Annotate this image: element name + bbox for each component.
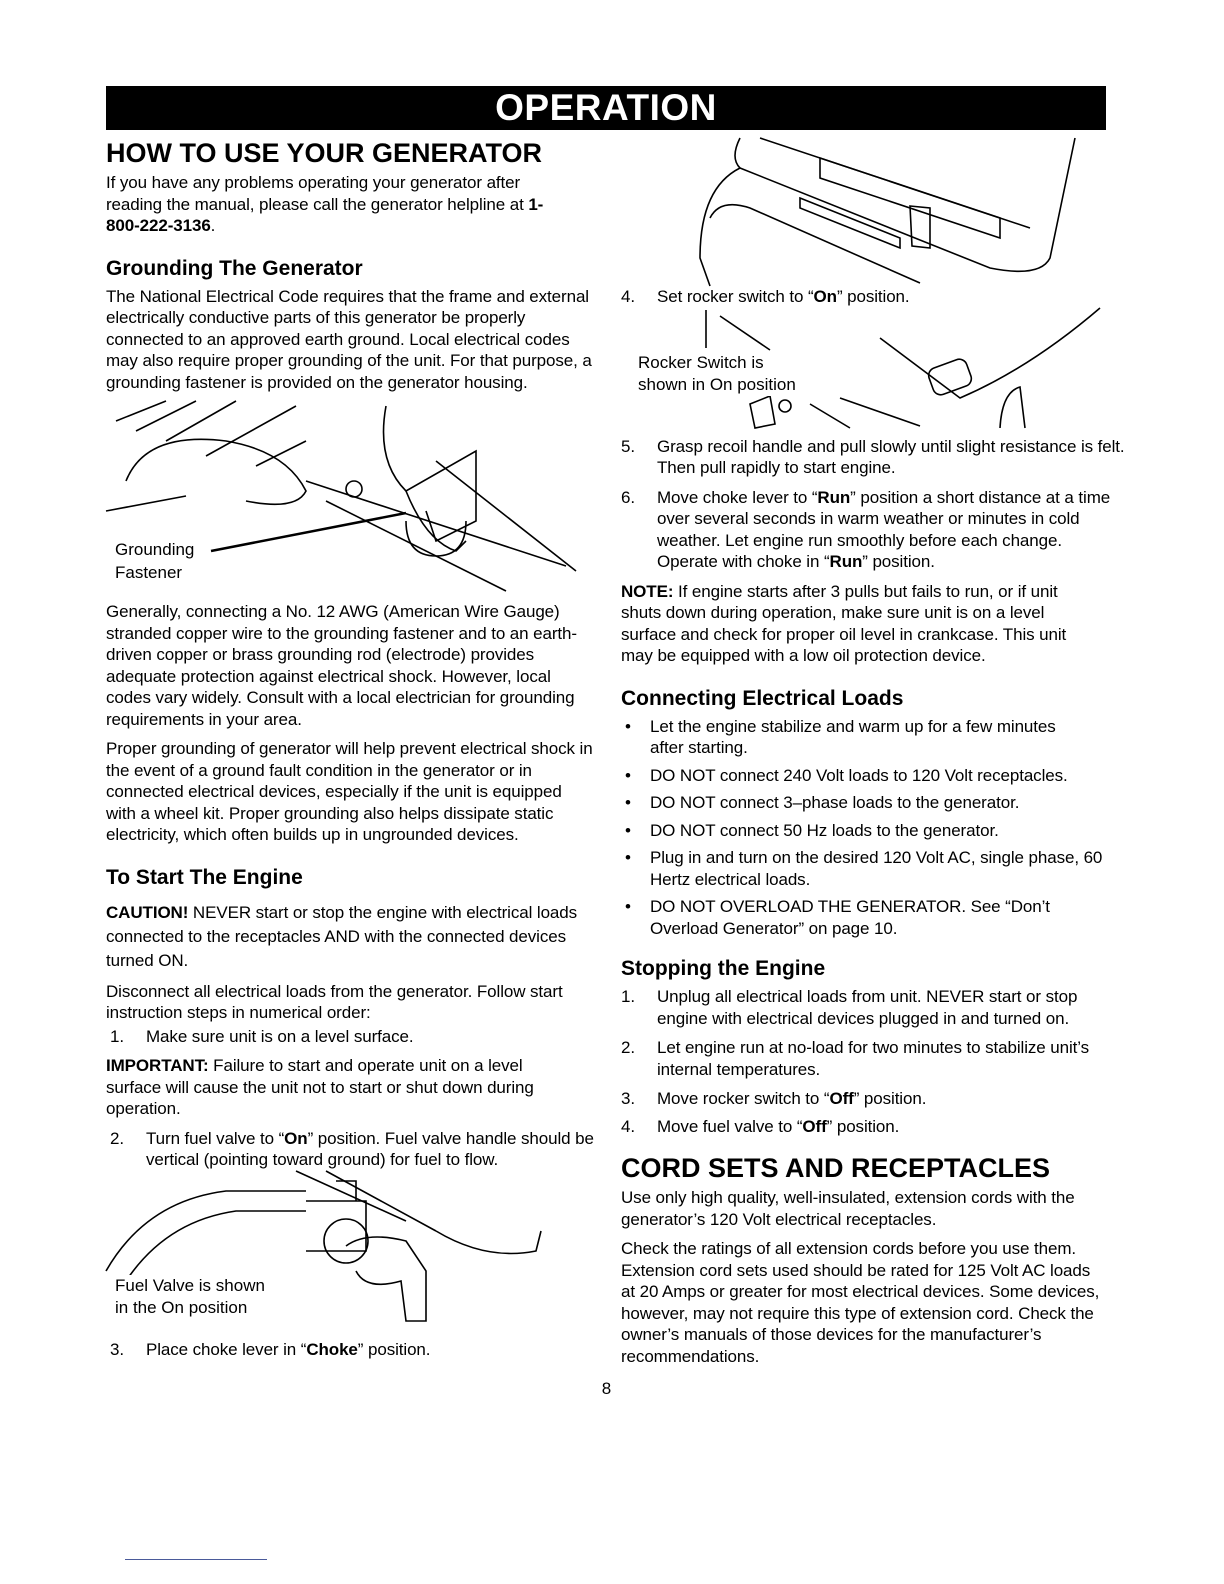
bullet: •: [625, 848, 631, 867]
bullet: •: [625, 897, 631, 916]
step-bold: Off: [802, 1116, 827, 1136]
important-paragraph: [106, 1055, 566, 1120]
step-text: Let engine run at no-load for two minutes to stabilize unit’s internal temperatures.: [657, 1038, 1090, 1079]
step-text: Grasp recoil handle and pull slowly until slight resistance is felt. Then pull rapidly to start engine.: [657, 436, 1125, 477]
important-text: Failure to start and operate unit on a level surface will cause the unit not to start or shut down during operation.: [106, 1056, 534, 1118]
step-bold: Choke: [306, 1339, 358, 1359]
step-number: 3.: [621, 1089, 635, 1108]
loads-item-text: DO NOT OVERLOAD THE GENERATOR. See “Don’t Overload Generator” on page 10.: [650, 897, 1050, 938]
step-text-end: ” position.: [836, 287, 910, 306]
intro-text: If you have any problems operating your generator after reading the manual, please call the generator helpline at: [106, 173, 529, 214]
page-title: HOW TO USE YOUR GENERATOR: [106, 138, 543, 168]
cords-paragraph-2: Check the ratings of all extension cords before you use them. Extension cord sets used should be rated for 125 Volt AC loads at 20 Amps or greater for most electrical devices. Some devices, however, may not require this type of extension cord. Check the owner’s manuals of those devices for the manufacturer’s recommendations.: [621, 1239, 1100, 1366]
start-step-4: [621, 286, 1107, 308]
stop-step-3: [621, 1088, 1107, 1110]
step-text: Move choke lever to “: [657, 487, 818, 507]
choke-figure: [621, 138, 1107, 286]
caution-paragraph: [106, 901, 586, 973]
step-number: 5.: [621, 436, 635, 456]
grounding-figure: [106, 401, 596, 593]
step-text: Move fuel valve to “: [657, 1116, 803, 1136]
two-column-layout: [106, 138, 1125, 1368]
section-title: OPERATION: [495, 87, 717, 128]
bullet: •: [625, 716, 631, 736]
page-body: [106, 138, 1125, 1399]
helpline-number: 1-800-222-3136: [106, 194, 544, 235]
stop-step-2: [621, 1037, 1097, 1080]
stop-step-4: [621, 1116, 1107, 1138]
bullet: •: [625, 765, 631, 785]
loads-item-text: Let the engine stabilize and warm up for a few minutes after starting.: [650, 716, 1056, 757]
step-text: Place choke lever in “: [146, 1339, 307, 1359]
note-text: If engine starts after 3 pulls but fails to run, or if unit shuts down during operation, make sure unit is on a level surface and check for proper oil level in crankcase. This unit may be equipped with a low oil protection device.: [621, 581, 1067, 665]
step-text: Turn fuel valve to “: [146, 1128, 285, 1148]
note-paragraph: [621, 581, 1101, 667]
step-text: Unplug all electrical loads from unit. NEVER start or stop engine with electrical devices plugged in and turned on.: [657, 987, 1078, 1028]
start-step-2: [110, 1128, 598, 1171]
grounding-heading: Grounding The Generator: [106, 256, 363, 280]
fuel-valve-figure: [106, 1171, 596, 1331]
intro-paragraph: [106, 172, 576, 237]
step-text: Make sure unit is on a level surface.: [146, 1026, 414, 1046]
disconnect-paragraph: Disconnect all electrical loads from the generator. Follow start instruction steps in numerical order:: [106, 981, 563, 1022]
rocker-label-2: shown in On position: [638, 374, 796, 394]
choke-lever-illustration: [690, 138, 1090, 286]
intro-end: .: [210, 216, 216, 235]
step-text-end: ” position.: [862, 552, 935, 571]
step-number: 2.: [110, 1128, 124, 1148]
stopping-heading: Stopping the Engine: [621, 957, 826, 980]
cords-paragraph-1: Use only high quality, well-insulated, extension cords with the generator’s 120 Volt electrical receptacles.: [621, 1188, 1075, 1229]
step-number: 1.: [621, 987, 635, 1006]
right-column: [621, 138, 1125, 1367]
caution-text: NEVER start or stop the engine with electrical loads connected to the receptacles AND with the connected devices turned ON.: [106, 902, 578, 970]
loads-item-text: DO NOT connect 50 Hz loads to the generator.: [650, 820, 999, 840]
grounding-label-1: Grounding: [115, 540, 195, 559]
start-step-1: [110, 1026, 598, 1048]
grounding-label-2: Fastener: [115, 563, 183, 582]
start-step-6: [621, 487, 1117, 573]
step-text: Move rocker switch to “: [657, 1089, 830, 1108]
start-heading: To Start The Engine: [106, 865, 303, 889]
loads-item: [621, 716, 1090, 759]
rocker-figure: [621, 308, 1107, 432]
footer-rule: [125, 1559, 267, 1560]
step-bold: On: [813, 287, 837, 306]
grounding-paragraph-1: The National Electrical Code requires that the frame and external electrically conductive parts of this generator be properly connected to an approved earth ground. Local electrical codes may also require proper grounding of the unit. For that purpose, a grounding fastener is provided on the generator housing.: [106, 286, 592, 392]
step-number: 4.: [621, 1116, 635, 1136]
start-step-3: [110, 1339, 598, 1361]
step-bold: On: [284, 1128, 308, 1148]
step-bold-2: Run: [829, 552, 863, 571]
start-step-5: [621, 436, 1127, 479]
loads-item: [621, 792, 1130, 814]
section-header-bar: [106, 86, 1106, 130]
step-number: 2.: [621, 1038, 635, 1057]
step-bold: Off: [829, 1089, 854, 1108]
loads-item-text: DO NOT connect 3–phase loads to the generator.: [650, 793, 1020, 812]
step-text-end: ” position.: [826, 1116, 900, 1136]
caution-label: CAUTION!: [106, 902, 189, 922]
loads-heading: Connecting Electrical Loads: [621, 686, 904, 710]
rocker-label-1: Rocker Switch is: [638, 352, 764, 372]
loads-item-text: DO NOT connect 240 Volt loads to 120 Volt receptacles.: [650, 765, 1068, 785]
page-number: 8: [601, 1379, 612, 1398]
bullet: •: [625, 820, 631, 840]
step-number: 4.: [621, 287, 635, 306]
step-number: 3.: [110, 1339, 124, 1359]
step-bold: Run: [817, 487, 851, 507]
step-number: 6.: [621, 487, 635, 507]
bullet: •: [625, 793, 631, 812]
fuel-label-2: in the On position: [115, 1297, 248, 1317]
loads-item: [621, 847, 1130, 890]
grounding-paragraph-2: Generally, connecting a No. 12 AWG (American Wire Gauge) stranded copper wire to the grounding fastener and to an earth-driven copper or brass grounding rod (electrode) provides adequate protection against electrical shock. However, local codes vary widely. Consult with a local electrician for grounding requirements in your area.: [106, 602, 577, 729]
cords-title: CORD SETS AND RECEPTACLES: [621, 1153, 1051, 1183]
grounding-paragraph-3: Proper grounding of generator will help prevent electrical shock in the event of a ground fault condition in the generator or in connected electrical devices, especially if the unit is equipped with a wheel kit. Proper grounding also helps dissipate static electricity, which often builds up in ungrounded devices.: [106, 739, 593, 844]
important-label: IMPORTANT:: [106, 1056, 209, 1075]
step-text-end: ” position. Fuel valve handle should be vertical (pointing toward ground) for fuel to flow.: [146, 1128, 594, 1169]
step-text: Set rocker switch to “: [657, 287, 814, 306]
step-text-mid: ” position a short distance at a time over several seconds in warm weather or minutes in cold weather. Let engine run smoothly before each change. Operate with choke in “: [657, 487, 1111, 571]
fuel-label-1: Fuel Valve is shown: [115, 1275, 265, 1295]
stop-step-1: [621, 986, 1107, 1029]
left-column: [106, 138, 596, 1368]
step-number: 1.: [110, 1026, 124, 1046]
step-text-end: ” position.: [853, 1089, 927, 1108]
loads-item: [621, 765, 1090, 787]
loads-item-text: Plug in and turn on the desired 120 Volt AC, single phase, 60 Hertz electrical loads.: [650, 848, 1103, 889]
step-text-end: ” position.: [357, 1339, 431, 1359]
loads-item: [621, 820, 1130, 842]
loads-item: [621, 896, 1110, 939]
note-label: NOTE:: [621, 581, 674, 601]
